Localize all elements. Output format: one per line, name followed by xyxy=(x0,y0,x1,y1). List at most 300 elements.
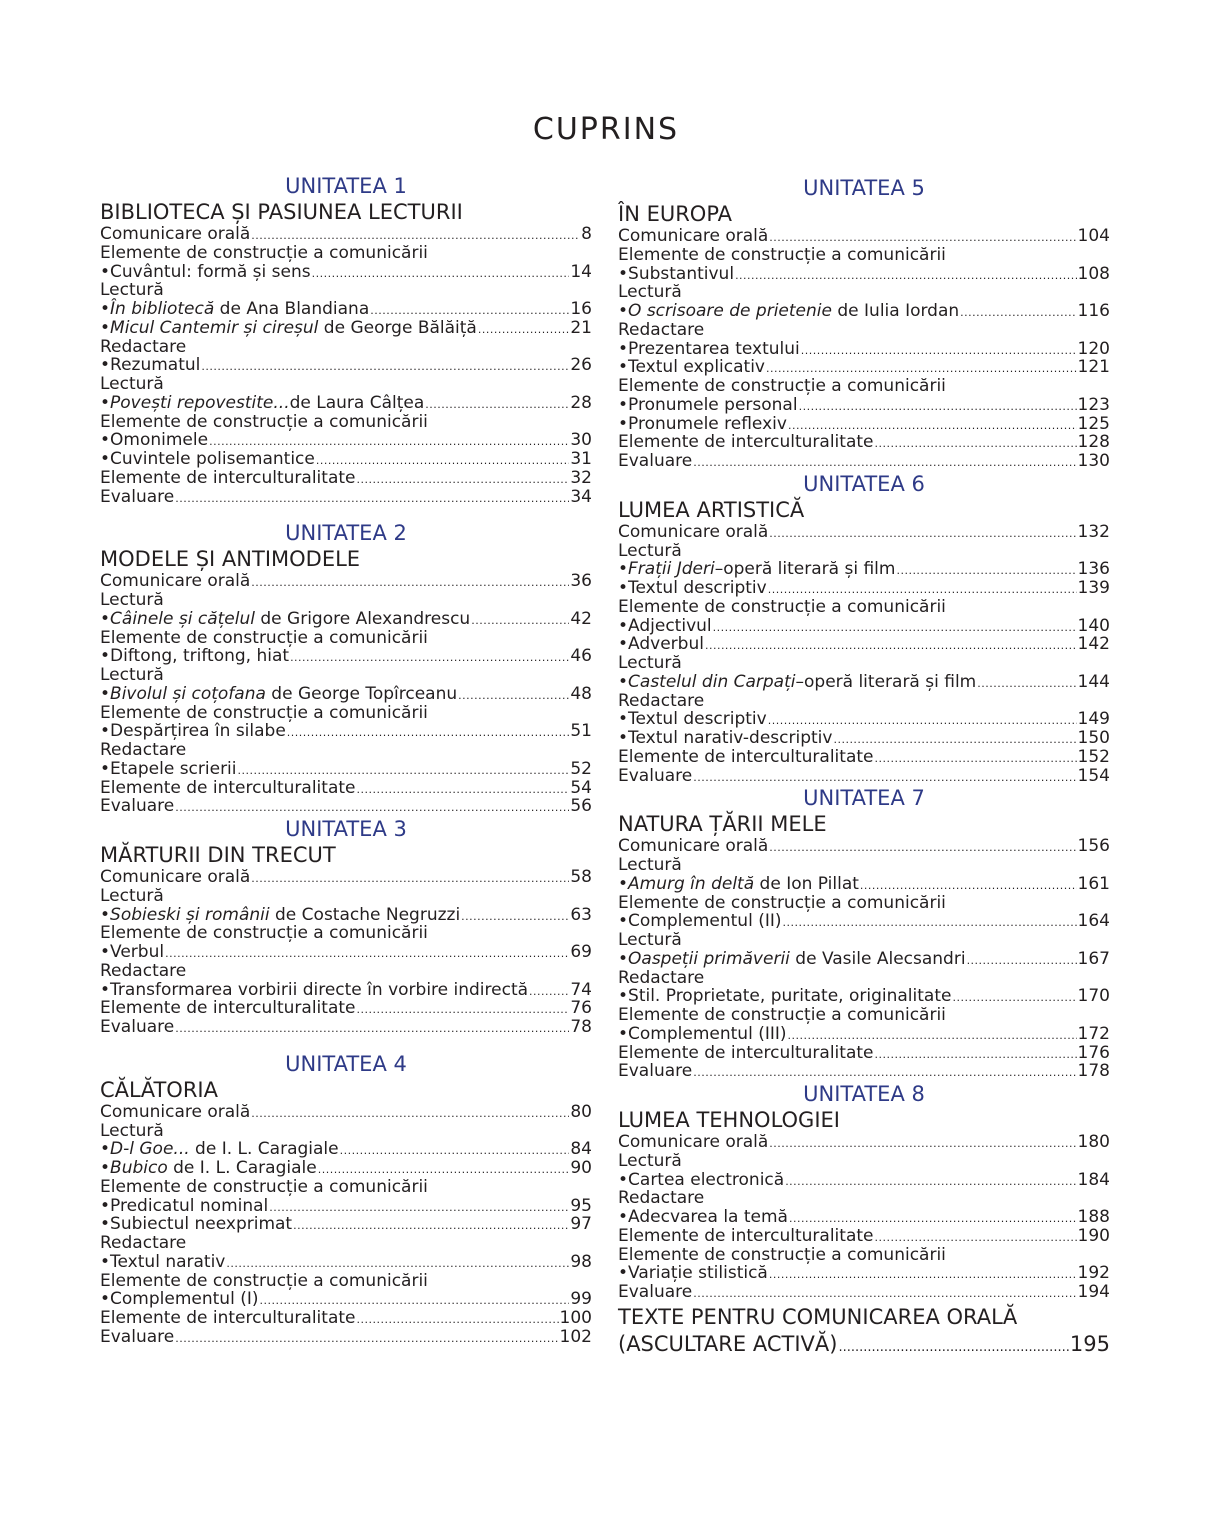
toc-entry[interactable] xyxy=(618,433,1110,452)
section-heading: Elemente de construcție a comunicării xyxy=(100,1270,428,1291)
page-number: 99 xyxy=(570,1289,592,1310)
entry-label: Evaluare xyxy=(100,486,175,507)
section-heading: Elemente de construcție a comunicării xyxy=(100,411,428,432)
entry-label: Elemente de interculturalitate xyxy=(100,1308,356,1328)
page-number: 34 xyxy=(570,486,592,507)
page-number: 104 xyxy=(1077,226,1110,246)
toc-entry[interactable] xyxy=(100,1140,592,1159)
entry-label: Textul descriptiv xyxy=(628,709,767,730)
section-heading: Elemente de construcție a comunicării xyxy=(618,376,946,396)
unit-section xyxy=(618,471,1110,786)
entry-label: Diftong, triftong, hiat xyxy=(110,646,290,667)
entry-label: Evaluare xyxy=(100,796,175,817)
toc-entry[interactable] xyxy=(618,265,1110,284)
bullet: • xyxy=(100,299,111,319)
toc-entry[interactable] xyxy=(100,572,592,591)
entry-label: Transformarea vorbirii directe în vorbire indirectă xyxy=(110,979,529,1000)
leader-dots xyxy=(251,1105,569,1124)
section-heading: Redactare xyxy=(618,690,705,711)
toc-entry[interactable] xyxy=(100,610,592,629)
toc-entry[interactable] xyxy=(618,1025,1110,1044)
entry-label: Comunicare orală xyxy=(618,836,769,857)
bullet: • xyxy=(618,709,629,730)
bullet: • xyxy=(618,301,629,321)
toc-entry[interactable] xyxy=(618,729,1110,748)
work-title: Amurg în deltă xyxy=(628,873,755,894)
entry-text xyxy=(618,1283,692,1302)
page-number: 121 xyxy=(1077,357,1110,378)
entry-label: Textul explicativ xyxy=(628,357,765,378)
toc-entry[interactable] xyxy=(618,912,1110,931)
bullet: • xyxy=(618,578,629,598)
unit-section xyxy=(618,1081,1110,1302)
entry-text xyxy=(100,610,470,629)
toc-entry[interactable] xyxy=(100,1328,592,1347)
entry-text xyxy=(100,572,250,591)
bullet: • xyxy=(100,449,111,469)
entry-text xyxy=(618,912,782,931)
toc-entry[interactable] xyxy=(618,767,1110,786)
toc-entry[interactable] xyxy=(100,1103,592,1122)
page-number: 76 xyxy=(570,998,592,1019)
entry-text xyxy=(618,1044,873,1063)
toc-entry[interactable] xyxy=(100,999,592,1018)
entry-text xyxy=(100,999,355,1018)
section-heading: Lectură xyxy=(100,590,164,610)
page-number: 69 xyxy=(570,942,592,962)
entry-label: de Laura Câlțea xyxy=(289,392,425,413)
entry-text xyxy=(618,452,692,471)
leader-dots xyxy=(693,1285,1076,1304)
leader-dots xyxy=(269,1199,569,1218)
bullet: • xyxy=(618,615,629,636)
leader-dots xyxy=(874,1046,1076,1065)
toc-entry[interactable] xyxy=(618,1208,1110,1227)
unit-section xyxy=(100,1051,592,1347)
toc-entry[interactable] xyxy=(100,394,592,413)
entry-text xyxy=(618,1133,768,1152)
entry-text xyxy=(618,1171,784,1190)
leader-dots xyxy=(312,265,570,284)
toc-entry[interactable] xyxy=(618,875,1110,894)
bullet: • xyxy=(618,338,629,359)
toc-entry[interactable] xyxy=(100,760,592,779)
entry-label: Elemente de interculturalitate xyxy=(618,1042,874,1063)
page-number: 150 xyxy=(1077,728,1110,748)
leader-dots xyxy=(356,1311,558,1330)
section-heading: Elemente de construcție a comunicării xyxy=(618,1244,946,1265)
leader-dots xyxy=(471,612,569,631)
section-heading: Lectură xyxy=(100,280,164,301)
bullet: • xyxy=(100,1251,111,1272)
page-number: 161 xyxy=(1077,873,1110,894)
toc-entry[interactable] xyxy=(618,1264,1110,1283)
entry-text xyxy=(100,1328,174,1347)
page-number: 54 xyxy=(570,777,592,798)
unit-section xyxy=(100,173,592,506)
entry-text xyxy=(100,263,311,282)
page-title: CUPRINS xyxy=(532,112,680,147)
leader-dots xyxy=(290,649,569,668)
toc-entry[interactable] xyxy=(618,579,1110,598)
work-title: În bibliotecă xyxy=(110,299,215,319)
toc-entry[interactable] xyxy=(100,450,592,469)
section-heading: Elemente de construcție a comunicării xyxy=(618,892,946,913)
page-number: 46 xyxy=(570,646,592,667)
leader-dots xyxy=(461,908,569,927)
page-number: 164 xyxy=(1077,911,1110,932)
toc-entry[interactable] xyxy=(100,779,592,798)
page-number: 188 xyxy=(1077,1207,1110,1227)
entry-text xyxy=(100,1290,258,1309)
page-number: 63 xyxy=(570,904,592,925)
toc-entry[interactable] xyxy=(618,837,1110,856)
section-heading: Lectură xyxy=(100,885,164,906)
toc-entry[interactable] xyxy=(618,302,1110,321)
entry-text xyxy=(100,1215,292,1234)
section-heading: Elemente de construcție a comunicării xyxy=(618,596,946,617)
bullet: • xyxy=(618,1169,629,1190)
section-heading: Lectură xyxy=(618,282,682,303)
entry-label: Comunicare orală xyxy=(100,867,251,887)
toc-entry[interactable] xyxy=(100,943,592,962)
bullet: • xyxy=(100,355,111,376)
entry-label: Complementul (III) xyxy=(628,1023,787,1044)
entry-label: Variație stilistică xyxy=(628,1263,768,1284)
bullet: • xyxy=(100,392,111,413)
bullet: • xyxy=(100,1195,111,1216)
toc-entry[interactable] xyxy=(100,1018,592,1037)
page-number: 132 xyxy=(1077,521,1110,542)
page-number: 78 xyxy=(570,1017,592,1037)
bullet: • xyxy=(618,634,629,655)
bullet: • xyxy=(618,948,629,969)
work-title: Castelul din Carpați xyxy=(628,671,796,692)
leader-dots xyxy=(799,398,1077,417)
toc-entry[interactable] xyxy=(618,452,1110,471)
work-title: O scrisoare de prietenie xyxy=(628,301,832,321)
page-number: 167 xyxy=(1077,948,1110,969)
entry-text xyxy=(100,225,250,244)
entry-label: Prezentarea textului xyxy=(628,338,800,359)
entry-label: Evaluare xyxy=(100,1017,175,1037)
entry-label: Rezumatul xyxy=(110,355,201,376)
unit-theme: NATURA ȚĂRII MELE xyxy=(618,812,827,837)
bullet: • xyxy=(100,1158,111,1178)
entry-text xyxy=(618,396,798,415)
entry-text xyxy=(618,415,787,434)
page-number: 84 xyxy=(570,1139,592,1160)
entry-label: Substantivul xyxy=(628,263,735,284)
entry-label: Etapele scrierii xyxy=(110,758,237,779)
section-heading: Lectură xyxy=(100,374,164,394)
toc-entry[interactable] xyxy=(100,469,592,488)
entry-text xyxy=(100,1103,250,1122)
toc-entry[interactable] xyxy=(100,1309,592,1328)
toc-entry[interactable] xyxy=(100,981,592,1000)
toc-entry[interactable] xyxy=(618,635,1110,654)
toc-right-column xyxy=(618,175,1110,1358)
leader-dots xyxy=(769,839,1076,858)
work-title: Bubico xyxy=(110,1158,168,1178)
page-number: 152 xyxy=(1077,746,1110,767)
section-heading: Lectură xyxy=(618,540,682,561)
entry-text xyxy=(100,469,355,488)
leader-dots xyxy=(896,562,1076,581)
page-number: 190 xyxy=(1077,1225,1110,1246)
page-number: 8 xyxy=(581,224,592,244)
entry-label: Textul narativ-descriptiv xyxy=(628,728,833,748)
entry-label: Evaluare xyxy=(618,765,693,786)
toc-entry[interactable] xyxy=(100,225,592,244)
page-number: 194 xyxy=(1077,1282,1110,1302)
final-section-line1[interactable]: TEXTE PENTRU COMUNICAREA ORALĂ xyxy=(618,1304,1018,1329)
leader-dots xyxy=(251,870,569,889)
leader-dots xyxy=(340,1142,570,1161)
bullet: • xyxy=(100,317,111,338)
unit-label: UNITATEA 3 xyxy=(285,817,407,841)
toc-entry[interactable] xyxy=(618,987,1110,1006)
page-number: 108 xyxy=(1077,263,1110,284)
leader-dots xyxy=(960,304,1076,323)
section-heading: Elemente de construcție a comunicării xyxy=(100,1176,428,1197)
section-heading: Redactare xyxy=(618,319,705,340)
toc-entry[interactable] xyxy=(618,396,1110,415)
entry-text xyxy=(618,1227,873,1246)
entry-text xyxy=(618,579,767,598)
section-heading: Redactare xyxy=(100,740,187,760)
page-number: 97 xyxy=(570,1214,592,1235)
entry-text xyxy=(618,837,768,856)
entry-text xyxy=(618,617,712,636)
toc-entry[interactable] xyxy=(618,1044,1110,1063)
toc-entry[interactable] xyxy=(618,673,1110,692)
section-heading: Redactare xyxy=(618,967,705,988)
toc-entry[interactable] xyxy=(618,617,1110,636)
entry-label: Textul narativ xyxy=(110,1251,226,1272)
toc-entry[interactable] xyxy=(100,797,592,816)
page-number: 176 xyxy=(1077,1042,1110,1063)
entry-text xyxy=(618,560,895,579)
entry-text xyxy=(618,729,832,748)
page-number: 74 xyxy=(570,979,592,1000)
page-number: 30 xyxy=(570,430,592,451)
page-number: 31 xyxy=(570,449,592,469)
section-heading: Elemente de construcție a comunicării xyxy=(100,702,428,723)
toc-entry[interactable] xyxy=(100,488,592,507)
toc-entry[interactable] xyxy=(618,748,1110,767)
entry-text xyxy=(100,450,315,469)
toc-entry[interactable] xyxy=(618,1133,1110,1152)
entry-label: de Ion Pillat xyxy=(754,873,859,894)
entry-label: de I. L. Caragiale xyxy=(167,1158,317,1178)
toc-entry[interactable] xyxy=(618,950,1110,969)
entry-label: Adverbul xyxy=(628,634,704,655)
toc-entry[interactable] xyxy=(618,1227,1110,1246)
bullet: • xyxy=(100,1139,111,1160)
work-title: Frații Jderi xyxy=(628,559,715,580)
toc-entry[interactable] xyxy=(100,300,592,319)
unit-label: UNITATEA 1 xyxy=(285,174,407,198)
section-heading: Lectură xyxy=(100,1120,164,1141)
toc-entry[interactable] xyxy=(100,1159,592,1178)
toc-entry[interactable] xyxy=(100,431,592,450)
page-number: 21 xyxy=(570,317,592,338)
toc-entry[interactable] xyxy=(618,710,1110,729)
toc-entry[interactable] xyxy=(618,523,1110,542)
page-number: 102 xyxy=(559,1326,592,1347)
entry-text xyxy=(618,1025,787,1044)
toc-entry[interactable] xyxy=(618,227,1110,246)
toc-entry[interactable] xyxy=(618,560,1110,579)
entry-text xyxy=(100,981,528,1000)
toc-entry[interactable] xyxy=(100,685,592,704)
unit-label: UNITATEA 5 xyxy=(803,176,925,200)
entry-text xyxy=(100,319,477,338)
entry-label: Evaluare xyxy=(100,1326,175,1347)
work-title: Povești repovestite... xyxy=(110,392,290,413)
entry-label: Elemente de interculturalitate xyxy=(100,777,356,798)
entry-text xyxy=(618,875,859,894)
leader-dots xyxy=(201,358,569,377)
toc-entry[interactable] xyxy=(100,1253,592,1272)
toc-entry[interactable] xyxy=(100,356,592,375)
toc-entry[interactable] xyxy=(100,1215,592,1234)
entry-text xyxy=(618,950,966,969)
page-number: 80 xyxy=(570,1101,592,1122)
bullet: • xyxy=(100,758,111,779)
toc-entry[interactable] xyxy=(100,647,592,666)
entry-text xyxy=(100,1309,355,1328)
leader-dots xyxy=(425,396,569,415)
entry-text xyxy=(100,431,208,450)
page-number: 140 xyxy=(1077,615,1110,636)
page-number: 144 xyxy=(1077,671,1110,692)
section-heading: Redactare xyxy=(100,1233,187,1253)
toc-entry[interactable] xyxy=(618,340,1110,359)
bullet: • xyxy=(100,683,111,704)
entry-text xyxy=(100,488,174,507)
entry-text xyxy=(100,1018,174,1037)
work-title: Micul Cantemir și cireșul xyxy=(110,317,319,338)
entry-label: de Costache Negruzzi xyxy=(269,904,461,925)
bullet: • xyxy=(100,904,111,925)
entry-text xyxy=(618,1208,788,1227)
bullet: • xyxy=(618,559,629,580)
entry-text xyxy=(618,987,951,1006)
page-number: 32 xyxy=(570,467,592,488)
unit-theme: MĂRTURII DIN TRECUT xyxy=(100,843,336,867)
toc-entry[interactable] xyxy=(100,1290,592,1309)
toc-entry[interactable] xyxy=(618,1283,1110,1302)
toc-entry[interactable] xyxy=(618,1062,1110,1081)
leader-dots xyxy=(785,1173,1076,1192)
entry-text xyxy=(100,300,369,319)
toc-entry[interactable] xyxy=(100,1197,592,1216)
toc-entry[interactable] xyxy=(618,1171,1110,1190)
entry-text xyxy=(100,685,457,704)
final-section-line2[interactable]: (ASCULTARE ACTIVĂ) ..... 195 xyxy=(618,1331,1110,1358)
entry-label: Stil. Proprietate, puritate, originalitate xyxy=(628,986,952,1007)
page-number: 14 xyxy=(570,261,592,282)
unit-theme: CĂLĂTORIA xyxy=(100,1077,218,1102)
entry-label: Elemente de interculturalitate xyxy=(618,432,874,453)
toc-entry[interactable] xyxy=(100,722,592,741)
leader-dots xyxy=(529,983,569,1002)
entry-text xyxy=(618,523,768,542)
toc-entry[interactable] xyxy=(100,263,592,282)
leader-dots xyxy=(838,1334,1068,1361)
leader-dots xyxy=(287,724,570,743)
unit-theme: MODELE ȘI ANTIMODELE xyxy=(100,547,361,572)
bullet: • xyxy=(618,263,629,284)
bullet: • xyxy=(618,1207,629,1227)
leader-dots xyxy=(769,525,1076,544)
entry-text xyxy=(100,760,237,779)
entry-text xyxy=(100,1253,225,1272)
page-number: 184 xyxy=(1077,1169,1110,1190)
page-number: 130 xyxy=(1077,451,1110,471)
entry-label: Adecvarea la temă xyxy=(628,1207,788,1227)
page-number: 178 xyxy=(1077,1061,1110,1082)
page-number: 28 xyxy=(570,392,592,413)
bullet: • xyxy=(100,721,111,742)
entry-label: Omonimele xyxy=(110,430,209,451)
entry-label: Elemente de interculturalitate xyxy=(618,1225,874,1246)
toc-entry[interactable] xyxy=(100,906,592,925)
toc-entry[interactable] xyxy=(618,415,1110,434)
bullet: • xyxy=(100,979,111,1000)
bullet: • xyxy=(618,394,629,415)
leader-dots xyxy=(967,952,1077,971)
section-heading: Elemente de construcție a comunicării xyxy=(618,244,946,265)
unit-label: UNITATEA 4 xyxy=(285,1051,407,1076)
entry-text xyxy=(618,673,976,692)
entry-text xyxy=(100,647,289,666)
page-number: 90 xyxy=(570,1158,592,1178)
toc-entry[interactable] xyxy=(100,319,592,338)
unit-theme: ÎN EUROPA xyxy=(618,202,733,226)
entry-label: Comunicare orală xyxy=(100,1101,251,1122)
bullet: • xyxy=(100,430,111,451)
page-number: 52 xyxy=(570,758,592,779)
page-number: 172 xyxy=(1077,1023,1110,1044)
bullet: • xyxy=(100,608,111,629)
toc-entry[interactable] xyxy=(100,868,592,887)
entry-label: Comunicare orală xyxy=(618,226,769,246)
bullet: • xyxy=(100,646,111,667)
section-heading: Elemente de construcție a comunicării xyxy=(100,242,428,263)
entry-label: de George Topîrceanu xyxy=(265,683,458,704)
entry-text xyxy=(100,722,286,741)
entry-text xyxy=(100,779,355,798)
page-number: 120 xyxy=(1077,338,1110,359)
entry-label: de George Bălăiță xyxy=(318,317,477,338)
page-number: 156 xyxy=(1077,836,1110,857)
bullet: • xyxy=(618,986,629,1007)
work-title: Câinele și cățelul xyxy=(110,608,255,629)
leader-dots xyxy=(356,1001,569,1020)
entry-text xyxy=(100,943,164,962)
leader-dots xyxy=(251,574,569,593)
leader-dots xyxy=(801,342,1077,361)
page-number: 123 xyxy=(1077,394,1110,415)
toc-entry[interactable] xyxy=(618,358,1110,377)
bullet: • xyxy=(618,728,629,748)
unit-theme: BIBLIOTECA ȘI PASIUNEA LECTURII xyxy=(100,200,463,224)
page-number: 98 xyxy=(570,1251,592,1272)
bullet: • xyxy=(618,1263,629,1284)
